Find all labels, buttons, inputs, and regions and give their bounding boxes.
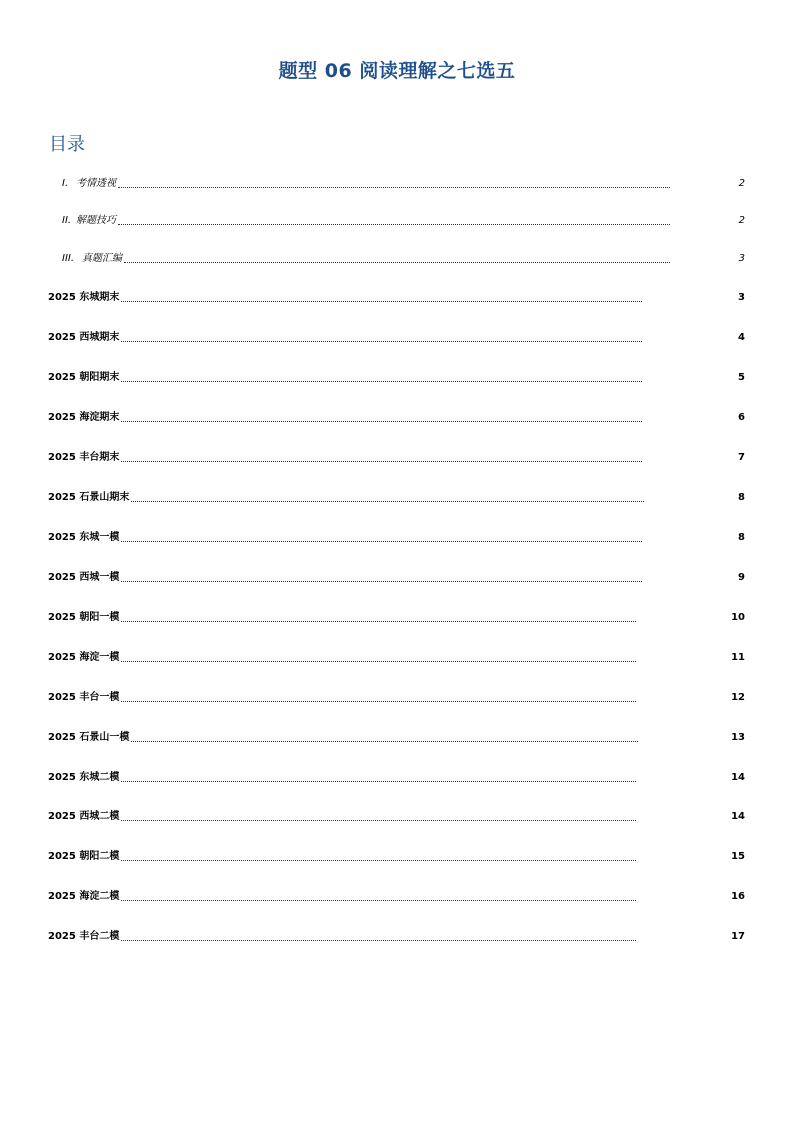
toc-entry-page: 8 [738,492,745,503]
toc-entry-page: 8 [738,532,745,543]
toc-entry-row[interactable] [48,809,638,825]
dot-leader [131,740,638,742]
dot-leader [124,261,670,263]
toc-entry-page: 12 [731,692,745,703]
toc-entry-page: 5 [738,372,745,383]
toc-entry-page: 7 [738,452,745,463]
toc-entry-row[interactable] [48,770,638,786]
toc-section-row[interactable] [62,251,672,267]
toc-section-label: 真题汇编 [82,253,122,264]
toc-entry-label: 2025 朝阳二模 [48,851,120,862]
toc-entry-label: 2025 石景山一模 [48,732,130,743]
toc-entry-page: 13 [731,732,745,743]
toc-entry-label: 2025 海淀二模 [48,891,120,902]
dot-leader [121,540,642,542]
toc-heading: 目录 [49,134,85,155]
dot-leader [131,500,644,502]
toc-entry-label: 2025 丰台一模 [48,692,120,703]
dot-leader [121,700,636,702]
toc-section-page: 2 [738,178,745,189]
toc-entry-label: 2025 石景山期末 [48,492,130,503]
toc-entry-page: 14 [731,772,745,783]
toc-entry-row[interactable] [48,929,638,945]
toc-entry-row[interactable] [48,330,644,346]
dot-leader [121,660,636,662]
toc-entry-page: 11 [731,652,745,663]
toc-section-page: 3 [738,253,745,264]
toc-entry-page: 3 [738,292,745,303]
toc-entry-row[interactable] [48,370,644,386]
toc-entry-row[interactable] [48,610,638,626]
toc-entry-label: 2025 东城期末 [48,292,120,303]
toc-section-label: 解题技巧 [76,215,116,226]
toc-entry-page: 4 [738,332,745,343]
toc-entry-row[interactable] [48,290,644,306]
toc-entry-label: 2025 西城期末 [48,332,120,343]
toc-entry-row[interactable] [48,450,644,466]
toc-section-label: 考情透视 [76,178,116,189]
toc-entry-label: 2025 东城一模 [48,532,120,543]
toc-entry-row[interactable] [48,410,644,426]
dot-leader [121,580,642,582]
dot-leader [121,620,636,622]
toc-section-row[interactable] [62,176,672,192]
toc-entry-row[interactable] [48,650,638,666]
toc-entry-label: 2025 海淀一模 [48,652,120,663]
dot-leader [121,300,642,302]
toc-entry-label: 2025 西城二模 [48,811,120,822]
toc-section-number: II. [62,215,72,226]
toc-entry-label: 2025 海淀期末 [48,412,120,423]
toc-entry-row[interactable] [48,690,638,706]
dot-leader [121,460,642,462]
toc-section-number: III. [62,253,75,264]
document-title: 题型 06 阅读理解之七选五 [278,60,516,82]
toc-entry-page: 9 [738,572,745,583]
toc-section-row[interactable] [62,213,672,229]
dot-leader [121,340,642,342]
dot-leader [121,819,636,821]
toc-entry-page: 17 [731,931,745,942]
toc-entry-row[interactable] [48,849,638,865]
toc-entry-row[interactable] [48,490,646,506]
toc-entry-page: 6 [738,412,745,423]
toc-entry-row[interactable] [48,570,644,586]
dot-leader [121,780,636,782]
toc-entry-row[interactable] [48,730,640,746]
toc-entry-page: 10 [731,612,745,623]
toc-entry-page: 15 [731,851,745,862]
toc-entry-label: 2025 丰台期末 [48,452,120,463]
toc-entry-page: 14 [731,811,745,822]
toc-entry-page: 16 [731,891,745,902]
dot-leader [118,223,670,225]
toc-entry-row[interactable] [48,889,638,905]
toc-entry-label: 2025 朝阳一模 [48,612,120,623]
dot-leader [121,899,636,901]
dot-leader [118,186,670,188]
dot-leader [121,420,642,422]
toc-entry-label: 2025 西城一模 [48,572,120,583]
toc-entry-label: 2025 朝阳期末 [48,372,120,383]
dot-leader [121,380,642,382]
toc-entry-label: 2025 东城二模 [48,772,120,783]
toc-entry-row[interactable] [48,530,644,546]
toc-section-page: 2 [738,215,745,226]
dot-leader [121,859,636,861]
dot-leader [121,939,636,941]
toc-entry-label: 2025 丰台二模 [48,931,120,942]
toc-section-number: I. [62,178,69,189]
